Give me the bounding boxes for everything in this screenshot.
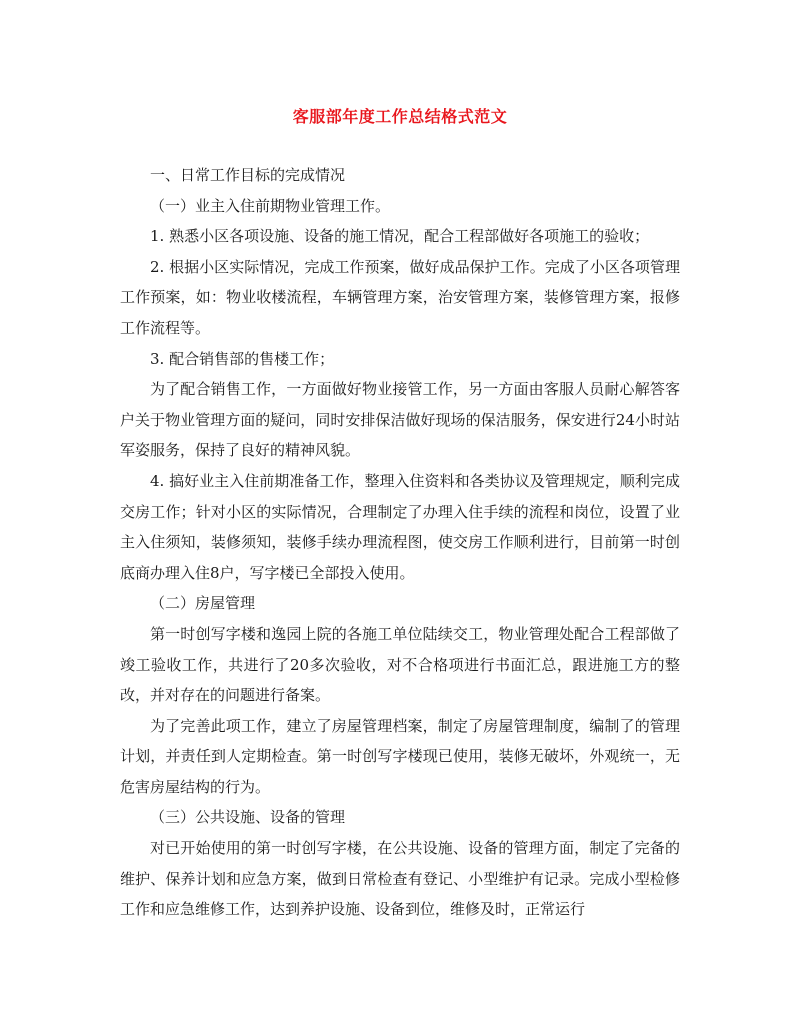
list-item: 2. 根据小区实际情况，完成工作预案，做好成品保护工作。完成了小区各项管理工作预案，如：物业收楼流程，车辆管理方案，治安管理方案，装修管理方案，报修工作流程等。 — [120, 257, 680, 337]
body-paragraph: 为了配合销售工作，一方面做好物业接管工作，另一方面由客服人员耐心解答客户关于物业管理方面的疑问，同时安排保洁做好现场的保洁服务，保安进行24小时站军姿服务，保持了良好的精神风貌。 — [120, 380, 680, 460]
list-item: 3. 配合销售部的售楼工作； — [150, 349, 335, 368]
list-item: 1. 熟悉小区各项设施、设备的施工情况，配合工程部做好各项施工的验收； — [150, 227, 650, 246]
body-paragraph: 为了完善此项工作，建立了房屋管理档案，制定了房屋管理制度，编制了的管理计划，并责任到人定期检查。第一时创写字楼现已使用，装修无破坏，外观统一，无危害房屋结构的行为。 — [120, 716, 680, 796]
subsection-heading: （二）房屋管理 — [150, 594, 256, 613]
body-paragraph: 第一时创写字楼和逸园上院的各施工单位陆续交工，物业管理处配合工程部做了竣工验收工作，共进行了20多次验收，对不合格项进行书面汇总，跟进施工方的整改，并对存在的问题进行备案。 — [120, 624, 680, 705]
subsection-heading: （一）业主入住前期物业管理工作。 — [150, 196, 391, 215]
body-paragraph: 对已开始使用的第一时创写字楼，在公共设施、设备的管理方面，制定了完备的维护、保养计划和应急方案，做到日常检查有登记、小型维护有记录。完成小型检修工作和应急维修工作，达到养护设施、设备到位，维修及时，正常运行 — [120, 839, 680, 919]
subsection-heading: （三）公共设施、设备的管理 — [150, 808, 346, 827]
list-item: 4. 搞好业主入住前期准备工作，整理入住资料和各类协议及管理规定，顺利完成交房工作；针对小区的实际情况，合理制定了办理入住手续的流程和岗位，设置了业主入住须知，装修须知，装修手续办理流程图，使交房工作顺利进行，目前第一时创底商办理入住8户，写字楼已全部投入使用。 — [120, 471, 680, 582]
document-body — [120, 160, 680, 925]
section-heading: 一、日常工作目标的完成情况 — [150, 166, 346, 184]
document-title: 客服部年度工作总结格式范文 — [292, 107, 508, 126]
